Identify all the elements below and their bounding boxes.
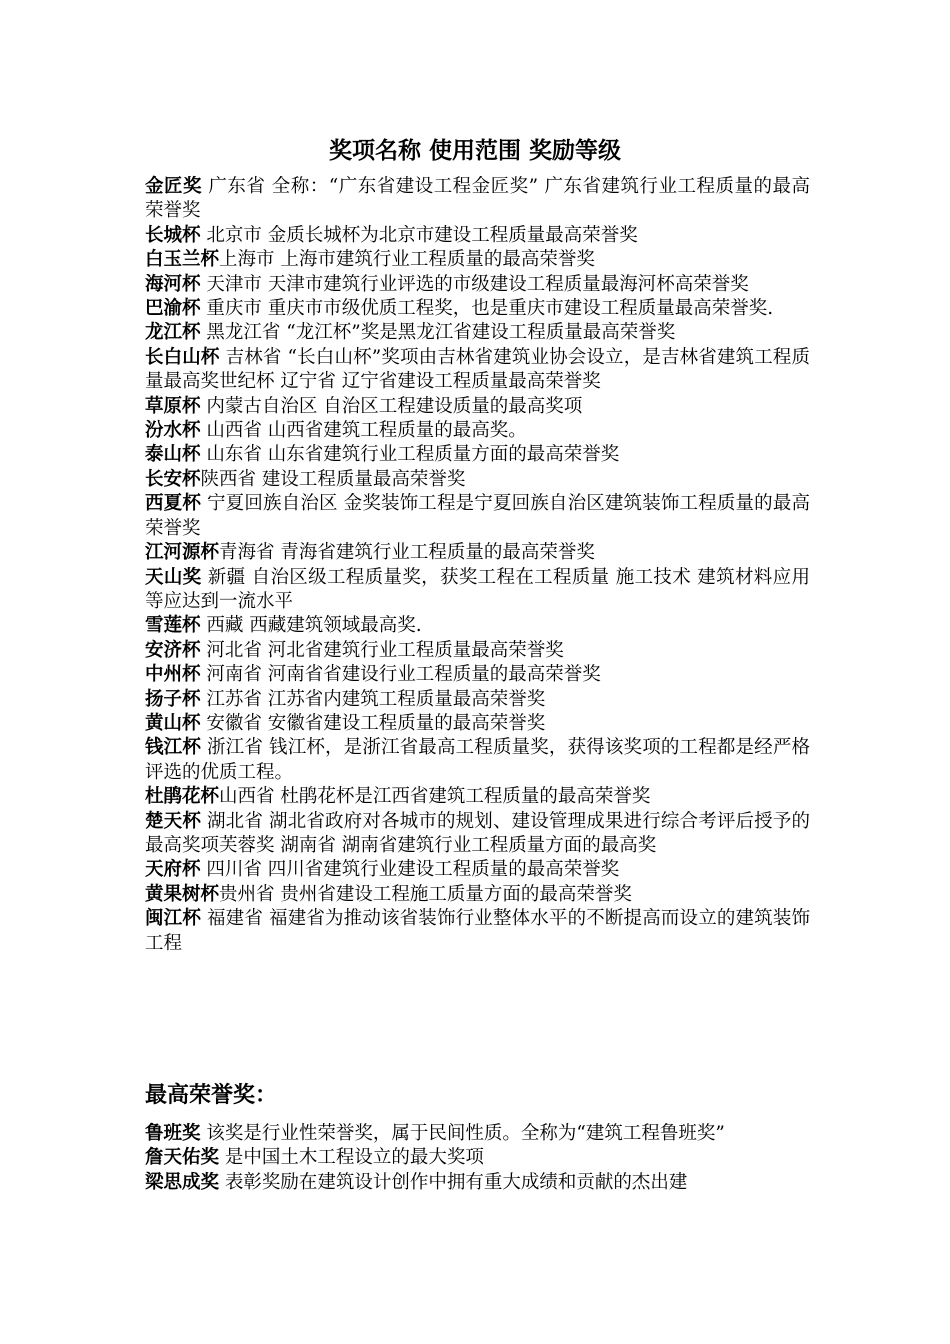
award-name: 长白山杯	[145, 346, 220, 368]
award-entry	[145, 273, 810, 297]
award-name: 梁思成奖	[145, 1171, 220, 1193]
award-name: 黄果树杯	[145, 883, 220, 905]
award-name: 长城杯	[145, 224, 201, 246]
award-description: 河北省 河北省建筑行业工程质量最高荣誉奖	[200, 639, 564, 661]
award-description: 湖北省 湖北省政府对各城市的规划、建设管理成果进行综合考评后授予的最高奖项芙蓉奖 湖南省 湖南省建筑行业工程质量方面的最高奖	[145, 810, 810, 856]
document-title: 奖项名称 使用范围 奖励等级	[328, 137, 621, 164]
award-entry	[145, 785, 810, 809]
award-name: 杜鹃花杯	[145, 786, 220, 808]
award-name: 龙江杯	[145, 322, 201, 344]
award-entry	[145, 541, 810, 565]
award-description: 山西省 杜鹃花杯是江西省建筑工程质量的最高荣誉奖	[219, 786, 651, 808]
award-description: 浙江省 钱江杯，是浙江省最高工程质量奖，获得该奖项的工程都是经严格评选的优质工程。	[145, 737, 810, 783]
award-entry	[145, 321, 810, 345]
award-description: 河南省 河南省省建设行业工程质量的最高荣誉奖	[200, 664, 601, 686]
award-entry	[145, 1122, 810, 1146]
award-description: 陕西省 建设工程质量最高荣誉奖	[200, 468, 466, 490]
award-description: 西藏 西藏建筑领域最高奖.	[200, 615, 422, 637]
award-entry	[145, 224, 810, 248]
award-entry	[145, 443, 810, 467]
award-description: 广东省 全称：“广东省建设工程金匠奖” 广东省建筑行业工程质量的最高荣誉奖	[145, 176, 810, 222]
award-description: 吉林省 “长白山杯”奖项由吉林省建筑业协会设立，是吉林省建筑工程质量最高奖世纪杯 辽宁省 辽宁省建设工程质量最高荣誉奖	[145, 346, 810, 393]
award-entry	[145, 810, 810, 859]
award-entry	[145, 883, 810, 907]
award-entry	[145, 663, 810, 687]
award-description: 山西省 山西省建筑工程质量的最高奖。	[200, 420, 527, 442]
award-name: 泰山杯	[145, 444, 201, 466]
award-name: 安济杯	[145, 639, 201, 661]
award-description: 表彰奖励在建筑设计创作中拥有重大成绩和贡献的杰出建	[219, 1171, 688, 1193]
award-description: 宁夏回族自治区 金奖装饰工程是宁夏回族自治区建筑装饰工程质量的最高荣誉奖	[145, 493, 810, 539]
award-description: 重庆市 重庆市市级优质工程奖，也是重庆市建设工程质量最高荣誉奖.	[200, 298, 774, 320]
award-description: 福建省 福建省为推动该省装饰行业整体水平的不断提高而设立的建筑装饰工程	[145, 908, 810, 954]
award-name: 楚天杯	[145, 810, 201, 832]
award-entry	[145, 1146, 810, 1170]
award-entry	[145, 419, 810, 443]
award-entry	[145, 346, 810, 395]
award-name: 中州杯	[145, 664, 201, 686]
award-description: 是中国土木工程设立的最大奖项	[219, 1147, 484, 1169]
award-description: 黑龙江省 “龙江杯”奖是黑龙江省建设工程质量最高荣誉奖	[200, 322, 676, 344]
award-name: 雪莲杯	[145, 615, 201, 637]
award-entry	[145, 468, 810, 492]
award-description: 贵州省 贵州省建设工程施工质量方面的最高荣誉奖	[219, 883, 632, 905]
award-name: 白玉兰杯	[145, 249, 220, 271]
award-entry	[145, 614, 810, 638]
award-entry	[145, 858, 810, 882]
award-name: 江河源杯	[145, 542, 220, 564]
award-entry	[145, 566, 810, 615]
award-entry	[145, 712, 810, 736]
award-name: 长安杯	[145, 468, 201, 490]
award-entry	[145, 736, 810, 785]
award-name: 天府杯	[145, 859, 201, 881]
award-description: 上海市 上海市建筑行业工程质量的最高荣誉奖	[219, 249, 595, 271]
award-entry	[145, 395, 810, 419]
award-name: 天山奖	[145, 566, 202, 588]
award-name: 草原杯	[145, 395, 201, 417]
award-description: 青海省 青海省建筑行业工程质量的最高荣誉奖	[219, 542, 595, 564]
national-award-list	[145, 1122, 810, 1195]
award-entry	[145, 492, 810, 541]
provincial-award-list	[145, 175, 810, 956]
award-description: 四川省 四川省建筑行业建设工程质量的最高荣誉奖	[200, 859, 620, 881]
award-name: 海河杯	[145, 273, 201, 295]
award-entry	[145, 688, 810, 712]
award-name: 西夏杯	[145, 493, 201, 515]
award-description: 江苏省 江苏省内建筑工程质量最高荣誉奖	[200, 688, 546, 710]
award-entry	[145, 907, 810, 956]
award-description: 该奖是行业性荣誉奖，属于民间性质。全称为“建筑工程鲁班奖”	[200, 1123, 725, 1144]
award-name: 黄山杯	[145, 712, 201, 734]
award-entry	[145, 297, 810, 321]
award-description: 北京市 金质长城杯为北京市建设工程质量最高荣誉奖	[200, 224, 638, 246]
award-entry	[145, 639, 810, 663]
award-description: 内蒙古自治区 自治区工程建设质量的最高奖项	[200, 395, 583, 417]
award-name: 金匠奖	[145, 176, 202, 197]
award-description: 安徽省 安徽省建设工程质量的最高荣誉奖	[200, 712, 546, 734]
award-description: 天津市 天津市建筑行业评选的市级建设工程质量最海河杯高荣誉奖	[200, 273, 749, 295]
award-name: 钱江杯	[145, 737, 201, 759]
award-name: 鲁班奖	[145, 1123, 201, 1144]
award-name: 闽江杯	[145, 908, 201, 930]
section-heading: 最高荣誉奖：	[145, 1082, 278, 1108]
award-entry	[145, 1171, 810, 1195]
award-entry	[145, 175, 810, 224]
award-name: 扬子杯	[145, 688, 201, 710]
award-description: 山东省 山东省建筑行业工程质量方面的最高荣誉奖	[200, 444, 620, 466]
award-name: 汾水杯	[145, 420, 201, 442]
award-name: 詹天佑奖	[145, 1147, 220, 1169]
award-name: 巴渝杯	[145, 298, 201, 320]
award-entry	[145, 248, 810, 272]
award-description: 新疆 自治区级工程质量奖，获奖工程在工程质量 施工技术 建筑材料应用等应达到一流水平	[145, 566, 810, 612]
